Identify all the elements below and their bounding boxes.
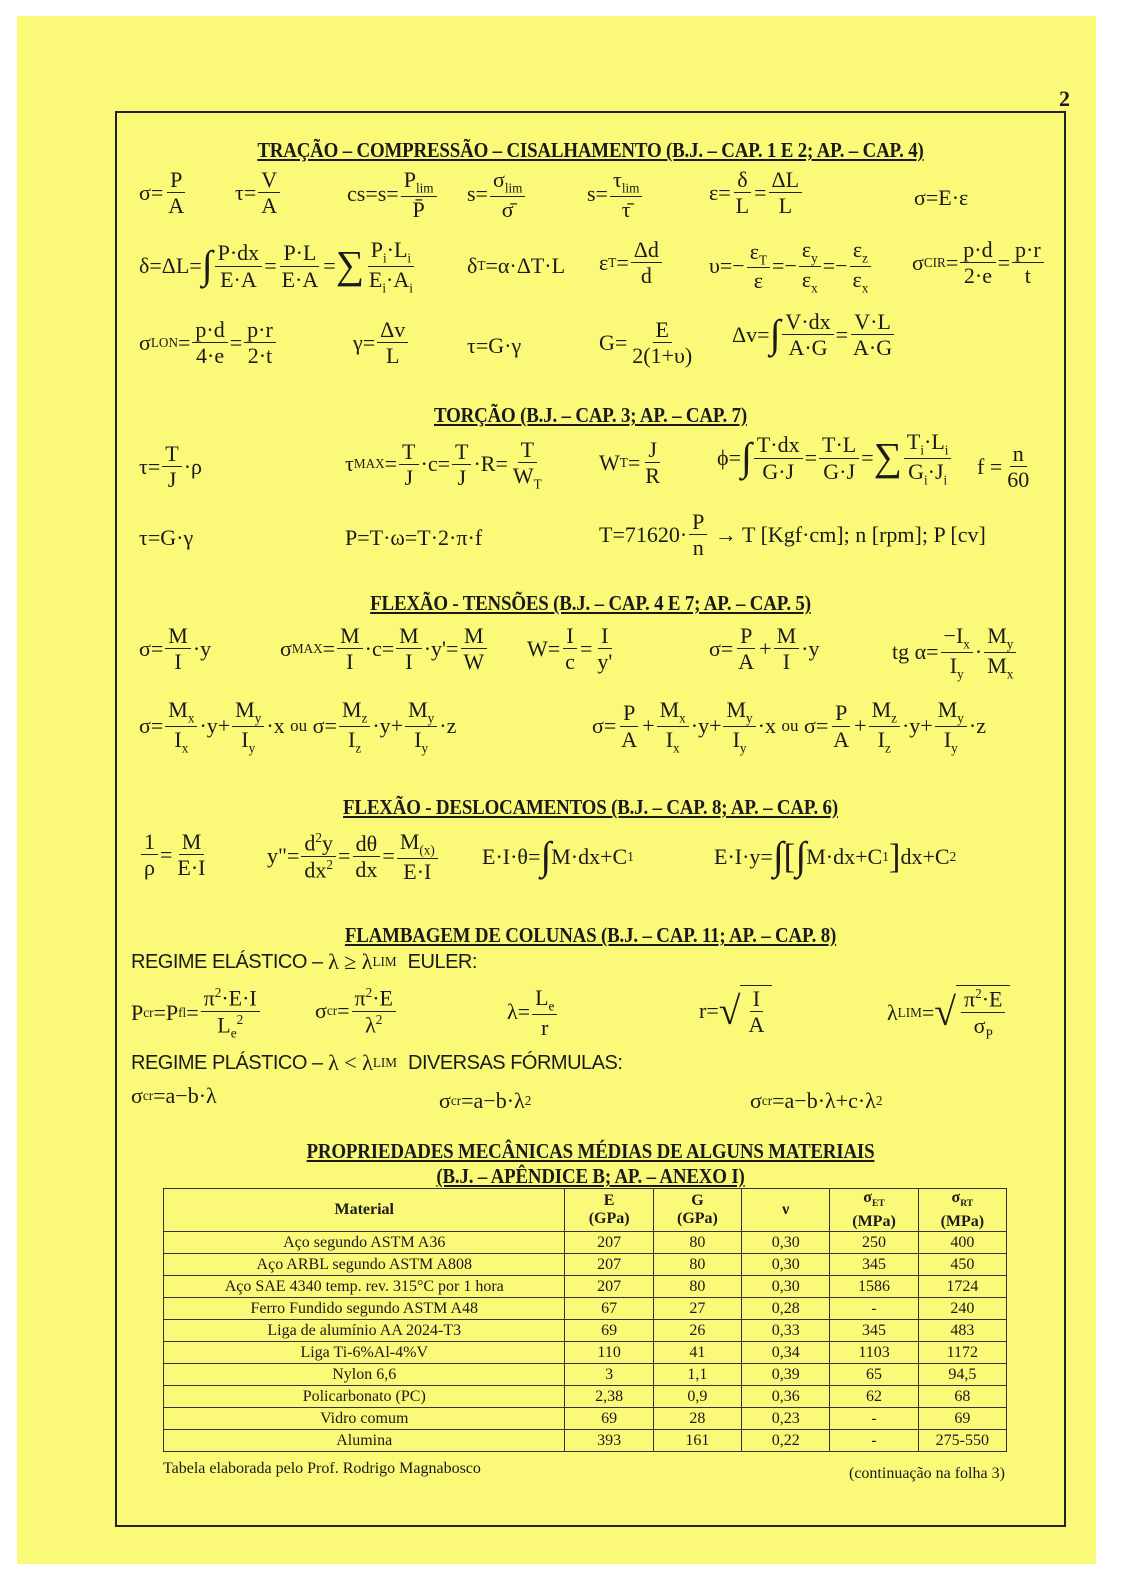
table-cell-value: 1103 — [830, 1342, 918, 1364]
materials-table — [163, 1188, 1007, 1452]
section-title-propriedades: PROPRIEDADES MECÂNICAS MÉDIAS DE ALGUNS MATERIAIS — [306, 1139, 875, 1163]
table-cell-value: 0,28 — [742, 1298, 830, 1320]
table-cell-material: Ferro Fundido segundo ASTM A48 — [164, 1298, 565, 1320]
table-cell-value: 450 — [918, 1254, 1006, 1276]
table-cell-value: - — [830, 1298, 918, 1320]
torque-units: → T [Kgf·cm]; n [rpm]; P [cv] — [714, 521, 986, 547]
table-cell-value: 0,36 — [742, 1386, 830, 1408]
lim-sub-2: LIM — [372, 1055, 397, 1070]
table-cell-value: 0,22 — [742, 1430, 830, 1452]
table-cell-material: Nylon 6,6 — [164, 1364, 565, 1386]
table-row — [164, 1342, 1007, 1364]
formula-shear-deflection: Δv= ∫ $\frac{V\cdot dx}{A\cdot G}$ = $\frac{V\cdot L}{A\cdot G}$ — [732, 309, 893, 361]
table-cell-value: 345 — [830, 1320, 918, 1342]
formula-slope: E·I·θ= ∫ M·dx+C 1 — [482, 834, 634, 878]
header-g-unit: (GPa) — [676, 1210, 718, 1228]
header-g — [653, 1189, 741, 1232]
section-title-flexao-tensoes: FLEXÃO - TENSÕES (B.J. – CAP. 4 E 7; AP. – CAP. 5) — [370, 591, 811, 615]
header-g-label: G — [691, 1192, 704, 1210]
materials-table-body — [164, 1232, 1007, 1452]
formula-safety-tau: s= $\frac{\tau_{lim}}{\taū}$ — [587, 167, 644, 222]
table-cell-value: 69 — [565, 1320, 653, 1342]
section-subtitle-propriedades: (B.J. – APÊNDICE B; AP. – ANEXO I) — [436, 1164, 745, 1188]
formula-oblique-bending: σ= $\frac{M_x}{I_x}$ ·y+ $\frac{M_y}{I_y}$ ·x ou σ= $\frac{M_z}{I_z}$ ·y+ $\frac{M_y}{I_y}$ ·z — [139, 697, 457, 755]
formula-gyration: r= √ $\frac{I}{A}$ — [699, 985, 772, 1038]
table-cell-value: 393 — [565, 1430, 653, 1452]
formula-deflection: E·I·y= ∫ [ ∫ M·dx+C 1 ] dx+C 2 — [714, 834, 957, 879]
table-cell-value: 41 — [653, 1342, 741, 1364]
table-cell-value: 28 — [653, 1408, 741, 1430]
euler-label: EULER: — [407, 950, 477, 973]
plastic-regime-label: REGIME PLÁSTICO – — [131, 1051, 323, 1074]
formula-oblique-combined: σ= $\frac{P}{A}$ + $\frac{M_x}{I_x}$ ·y+ $\frac{M_y}{I_y}$ ·x ou σ= $\frac{P}{A}$ + $\frac{M_z}{I_z}$ ·y+ $\frac{M_y}{I_y}$ ·z — [592, 697, 986, 755]
header-nu: ν — [742, 1189, 830, 1232]
table-cell-material: Aço segundo ASTM A36 — [164, 1232, 565, 1254]
table-row — [164, 1408, 1007, 1430]
table-cell-value: 62 — [830, 1386, 918, 1408]
or-label-1: ou — [290, 716, 308, 736]
formula-elongation: δ=ΔL= ∫ $\frac{P\cdot dx}{E\cdot A}$ = $\frac{P\cdot L}{E\cdot A}$ = ∑ $\frac{P_i\cdot L_i}{E_i\cdot A_i}$ — [139, 237, 413, 295]
table-cell-value: 110 — [565, 1342, 653, 1364]
table-cell-material: Policarbonato (PC) — [164, 1386, 565, 1408]
yellow-sheet — [17, 16, 1096, 1564]
header-e — [565, 1189, 653, 1232]
elastic-regime-label: REGIME ELÁSTICO – — [131, 950, 323, 973]
table-cell-value: 0,30 — [742, 1276, 830, 1298]
formula-twist-angle: ϕ= ∫ $\frac{T\cdot dx}{G\cdot J}$ = $\frac{T\cdot L}{G\cdot J}$ = ∑ $\frac{T_i\cdot L_i}{G_i\cdot J_i}$ — [717, 429, 953, 487]
table-cell-value: 161 — [653, 1430, 741, 1452]
table-credit: Tabela elaborada pelo Prof. Rodrigo Magnabosco — [163, 1460, 481, 1477]
table-cell-value: 3 — [565, 1364, 653, 1386]
formula-safety-sigma: s= $\frac{\sigma_{lim}}{\sigmā}$ — [467, 167, 527, 222]
table-cell-value: 275-550 — [918, 1430, 1006, 1452]
formula-bending-stress: σ= $\frac{M}{I}$ ·y — [139, 623, 212, 675]
table-row — [164, 1298, 1007, 1320]
table-row — [164, 1232, 1007, 1254]
table-cell-material: Alumina — [164, 1430, 565, 1452]
formula-bending-max: σ MAX = $\frac{M}{I}$ ·c= $\frac{M}{I}$ ·y'= $\frac{M}{W}$ — [280, 623, 489, 675]
formula-curvature: $\frac{1}{\rho}$ = $\frac{M}{E\cdot I}$ — [139, 829, 211, 881]
formula-shear-hooke: τ=G·γ — [467, 333, 522, 358]
table-cell-value: 1,1 — [653, 1364, 741, 1386]
formula-power: P=T·ω=T·2·π·f — [345, 525, 483, 550]
table-cell-value: 27 — [653, 1298, 741, 1320]
formula-tetmajer: σ cr =a−b·λ — [131, 1083, 217, 1108]
header-set-sub: ET — [871, 1198, 885, 1210]
table-row — [164, 1320, 1007, 1342]
formula-bending-modulus: W= $\frac{I}{c}$ = $\frac{I}{y'}$ — [527, 623, 613, 675]
formula-hoop-stress: σ CIR = $\frac{p\cdot d}{2\cdot e}$ = $\frac{p\cdot r}{t}$ — [912, 237, 1046, 289]
table-cell-value: 0,33 — [742, 1320, 830, 1342]
header-srt-unit: (MPa) — [940, 1213, 985, 1231]
continuation-note: (continuação na folha 3) — [849, 1465, 1005, 1482]
formula-johnson: σ cr =a−b·λ 2 — [439, 1088, 532, 1113]
header-srt — [918, 1189, 1006, 1232]
table-cell-value: 0,39 — [742, 1364, 830, 1386]
table-cell-value: 250 — [830, 1232, 918, 1254]
table-cell-value: 80 — [653, 1276, 741, 1298]
formula-torsion-hooke: τ=G·γ — [139, 525, 194, 550]
formula-torque-power: T=71620· $\frac{P}{n}$ → T [Kgf·cm]; n [rpm]; P [cv] — [599, 509, 986, 561]
table-cell-value: - — [830, 1408, 918, 1430]
table-cell-value: 345 — [830, 1254, 918, 1276]
table-row — [164, 1430, 1007, 1452]
elastic-regime-line: REGIME ELÁSTICO – λ ≥ λ LIM EULER: — [131, 949, 477, 974]
formula-euler-stress: σ cr = $\frac{\pi^2\cdot E}{\lambda^2}$ — [315, 985, 398, 1037]
formula-quadratic: σ cr =a−b·λ+c·λ 2 — [750, 1088, 883, 1113]
diversas-label: DIVERSAS FÓRMULAS: — [408, 1051, 623, 1074]
table-cell-value: 0,34 — [742, 1342, 830, 1364]
formula-euler-load: P cr =P fl = $\frac{\pi^2\cdot E\cdot I}{L_e^2}$ — [131, 985, 262, 1041]
formula-neutral-axis: tg α= $\frac{-I_x}{I_y}$ · $\frac{M_y}{M_x}$ — [892, 623, 1018, 681]
table-cell-value: 400 — [918, 1232, 1006, 1254]
formula-safety-coef: cs=s= $\frac{P_{lim}}{P̄}$ — [347, 167, 439, 222]
table-row — [164, 1276, 1007, 1298]
header-set-unit: (MPa) — [852, 1213, 896, 1231]
formula-frequency: f = $\frac{n}{60}$ — [977, 441, 1030, 493]
table-cell-value: 69 — [918, 1408, 1006, 1430]
formula-poisson: υ=− $\frac{\varepsilon_T}{\varepsilon}$ =− $\frac{\varepsilon_y}{\varepsilon_x}$ =− $\frac{\varepsilon_z}{\varepsilon_x}$ — [709, 237, 873, 295]
table-cell-value: 483 — [918, 1320, 1006, 1342]
formula-slenderness-limit: λ LIM = √ $\frac{\pi^2\cdot E}{\sigma_P}$ — [887, 985, 1010, 1041]
formula-frame — [115, 111, 1066, 1527]
formula-hooke: σ=E·ε — [914, 185, 969, 210]
header-material: Material — [164, 1189, 565, 1232]
table-cell-value: 0,30 — [742, 1254, 830, 1276]
table-cell-material: Liga Ti-6%Al-4%V — [164, 1342, 565, 1364]
table-cell-value: 0,9 — [653, 1386, 741, 1408]
lim-sub-1: LIM — [372, 954, 397, 969]
formula-thermal: δ T =α·ΔT·L — [467, 253, 566, 278]
table-cell-value: 67 — [565, 1298, 653, 1320]
formula-shear-strain: γ= $\frac{\Delta v}{L}$ — [353, 317, 410, 369]
table-cell-value: 2,38 — [565, 1386, 653, 1408]
formula-torsion-stress: τ= $\frac{T}{J}$ ·ρ — [139, 441, 203, 493]
table-row — [164, 1254, 1007, 1276]
formula-transverse-strain: ε T = $\frac{\Delta d}{d}$ — [599, 237, 664, 289]
table-cell-value: 1586 — [830, 1276, 918, 1298]
table-cell-value: 240 — [918, 1298, 1006, 1320]
table-cell-value: 1724 — [918, 1276, 1006, 1298]
table-row — [164, 1386, 1007, 1408]
table-cell-value: 80 — [653, 1232, 741, 1254]
table-cell-material: Aço ARBL segundo ASTM A808 — [164, 1254, 565, 1276]
table-cell-value: 65 — [830, 1364, 918, 1386]
header-srt-sub: RT — [960, 1198, 974, 1210]
header-set-label: σ — [863, 1189, 872, 1206]
section-title-flambagem: FLAMBAGEM DE COLUNAS (B.J. – CAP. 11; AP. – CAP. 8) — [344, 923, 837, 947]
table-cell-material: Aço SAE 4340 temp. rev. 315°C por 1 hora — [164, 1276, 565, 1298]
table-cell-value: 69 — [565, 1408, 653, 1430]
formula-torsion-max: τ MAX = $\frac{T}{J}$ ·c= $\frac{T}{J}$ ·R= $\frac{T}{W_T}$ — [345, 437, 542, 492]
table-cell-value: 94,5 — [918, 1364, 1006, 1386]
table-cell-value: 0,23 — [742, 1408, 830, 1430]
formula-strain: ε= $\frac{\delta}{L}$ = $\frac{\Delta L}{L}$ — [709, 167, 804, 219]
or-label-2: ou — [781, 716, 799, 736]
plastic-regime-line: REGIME PLÁSTICO – λ < λ LIM DIVERSAS FÓRMULAS: — [131, 1050, 623, 1075]
formula-normal-stress: σ= $\frac{P}{A}$ — [139, 167, 185, 219]
header-e-unit: (GPa) — [588, 1210, 630, 1228]
table-cell-material: Liga de alumínio AA 2024-T3 — [164, 1320, 565, 1342]
table-cell-value: 68 — [918, 1386, 1006, 1408]
table-cell-value: 80 — [653, 1254, 741, 1276]
table-cell-value: 26 — [653, 1320, 741, 1342]
table-cell-value: 207 — [565, 1276, 653, 1298]
table-cell-value: 207 — [565, 1254, 653, 1276]
formula-g-modulus: G= $\frac{E}{2(1+\upsilon)}$ — [599, 317, 693, 369]
section-title-flexao-desloc: FLEXÃO - DESLOCAMENTOS (B.J. – CAP. 8; AP. – CAP. 6) — [343, 795, 838, 819]
table-row — [164, 1364, 1007, 1386]
formula-elastic-curve: y"= $\frac{d^2y}{dx^2}$ = $\frac{d\theta}{dx}$ = $\frac{M_{(x)}}{E\cdot I}$ — [267, 829, 440, 884]
table-cell-value: 0,30 — [742, 1232, 830, 1254]
header-set — [830, 1189, 918, 1232]
section-title-torcao: TORÇÃO (B.J. – CAP. 3; AP. – CAP. 7) — [434, 403, 747, 427]
section-title-tracao: TRAÇÃO – COMPRESSÃO – CISALHAMENTO (B.J. – CAP. 1 E 2; AP. – CAP. 4) — [257, 138, 924, 162]
table-cell-material: Vidro comum — [164, 1408, 565, 1430]
formula-shear-stress: τ= $\frac{V}{A}$ — [235, 167, 282, 219]
table-cell-value: 1172 — [918, 1342, 1006, 1364]
formula-slenderness: λ= $\frac{L_e}{r}$ — [507, 985, 559, 1040]
formula-section-modulus: W T = $\frac{J}{R}$ — [599, 437, 660, 489]
formula-combined-stress: σ= $\frac{P}{A}$ + $\frac{M}{I}$ ·y — [709, 623, 820, 675]
header-srt-label: σ — [951, 1189, 961, 1206]
table-header-row — [164, 1189, 1007, 1232]
table-cell-value: 207 — [565, 1232, 653, 1254]
page-number: 2 — [1059, 86, 1070, 111]
header-e-label: E — [603, 1192, 615, 1210]
table-cell-value: - — [830, 1430, 918, 1452]
formula-long-stress: σ LON = $\frac{p\cdot d}{4\cdot e}$ = $\frac{p\cdot r}{2\cdot t}$ — [139, 317, 278, 369]
